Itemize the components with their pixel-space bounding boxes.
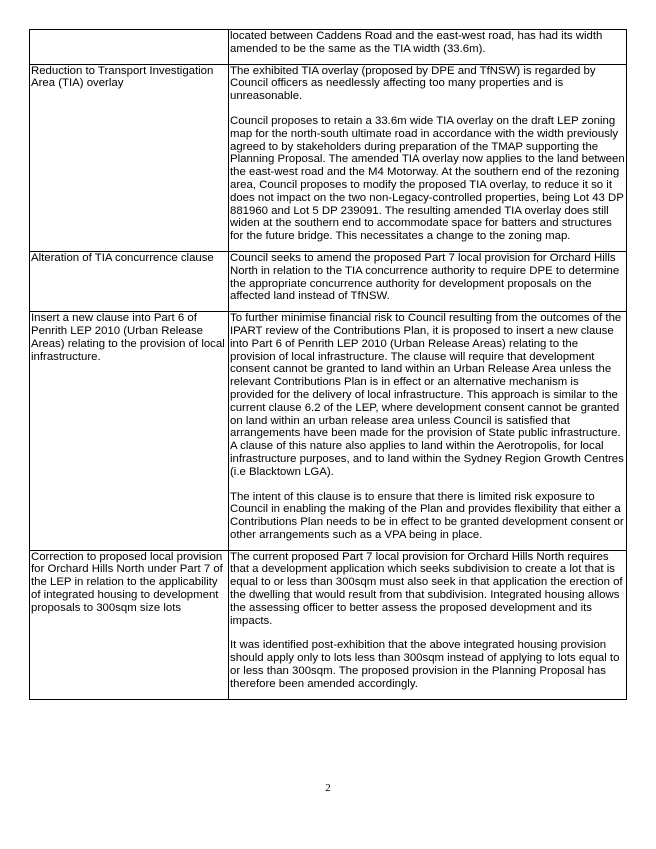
topic-cell: Correction to proposed local provision for Orchard Hills North under Part 7 of the LEP in relation to the applicability of integrated housing to development proposals to 300sqm size lots xyxy=(30,550,229,699)
description-cell xyxy=(229,64,627,251)
paragraph: The exhibited TIA overlay (proposed by DPE and TfNSW) is regarded by Council officers as needlessly affecting too many properties and is unreasonable. xyxy=(230,64,596,103)
paragraph: It was identified post-exhibition that the above integrated housing provision should apply only to lots less than 300sqm instead of applying to lots equal to or less than 300sqm. The proposed provision in the Planning Proposal has therefore been amended accordingly. xyxy=(230,639,620,690)
description-cell xyxy=(229,30,627,65)
topic-cell: Insert a new clause into Part 6 of Penrith LEP 2010 (Urban Release Areas) relating to the provision of local infrastructure. xyxy=(30,312,229,551)
page-number: 2 xyxy=(325,782,331,794)
paragraph: Council seeks to amend the proposed Part 7 local provision for Orchard Hills North in relation to the TIA concurrence authority to require DPE to determine the appropriate concurrence authority for development proposals on the affected land instead of TfNSW. xyxy=(230,251,620,303)
table-row xyxy=(30,550,627,699)
amendments-table xyxy=(29,29,627,700)
table-row xyxy=(30,312,627,551)
topic-cell: Alteration of TIA concurrence clause xyxy=(30,251,229,311)
description-cell xyxy=(229,251,627,311)
table-row xyxy=(30,64,627,251)
topic-cell: Reduction to Transport Investigation Area (TIA) overlay xyxy=(30,64,229,251)
table-row xyxy=(30,251,627,311)
topic-cell xyxy=(30,30,229,65)
paragraph: located between Caddens Road and the east-west road, has had its width amended to be the same as the TIA width (33.6m). xyxy=(230,30,603,55)
paragraph: The intent of this clause is to ensure that there is limited risk exposure to Council in enabling the making of the Plan and provides flexibility that either a Contributions Plan needs to be in effect to be granted development consent or other arrangements such as a VPA being in place. xyxy=(230,490,624,541)
description-cell xyxy=(229,550,627,699)
paragraph: To further minimise financial risk to Council resulting from the outcomes of the IPART review of the Contributions Plan, it is proposed to insert a new clause into Part 6 of Penrith LEP 2010 (Urban Release Areas) relating to the provision of local infrastructure. The clause will require that development consent cannot be granted to land within an Urban Release Area unless the relevant Contributions Plan is in effect or an alternative mechanism is provided for the delivery of local infrastructure. This approach is similar to the current clause 6.2 of the LEP, where development consent cannot be granted on land within an urban release area unless Council is satisfied that arrangements have been made for the provision of State public infrastructure. A clause of this nature also applies to land within the Aerotropolis, for local infrastructure purposes, and to land within the Sydney Region Growth Centres (i.e Blacktown LGA). xyxy=(230,312,624,478)
table-row xyxy=(30,30,627,65)
paragraph: The current proposed Part 7 local provision for Orchard Hills North requires that a development application which seeks subdivision to create a lot that is equal to or less than 300sqm must also seek in that application the erection of the dwelling that would result from that subdivision. Integrated housing allows the assessing officer to better assess the proposed development and its impacts. xyxy=(230,550,623,627)
paragraph: Council proposes to retain a 33.6m wide TIA overlay on the draft LEP zoning map for the north-south ultimate road in accordance with the width previously agreed to by stakeholders during preparation of the TMAP supporting the Planning Proposal. The amended TIA overlay now applies to the land between the east-west road and the M4 Motorway. At the southern end of the rezoning area, Council proposes to modify the proposed TIA overlay, to reduce it so it does not impact on the two non-Legacy-controlled properties, being Lot 43 DP 881960 and Lot 5 DP 239091. The resulting amended TIA overlay does still widen at the southern end to accommodate space for batters and structures for the future bridge. This necessitates a change to the zoning map. xyxy=(230,114,625,243)
description-cell xyxy=(229,312,627,551)
